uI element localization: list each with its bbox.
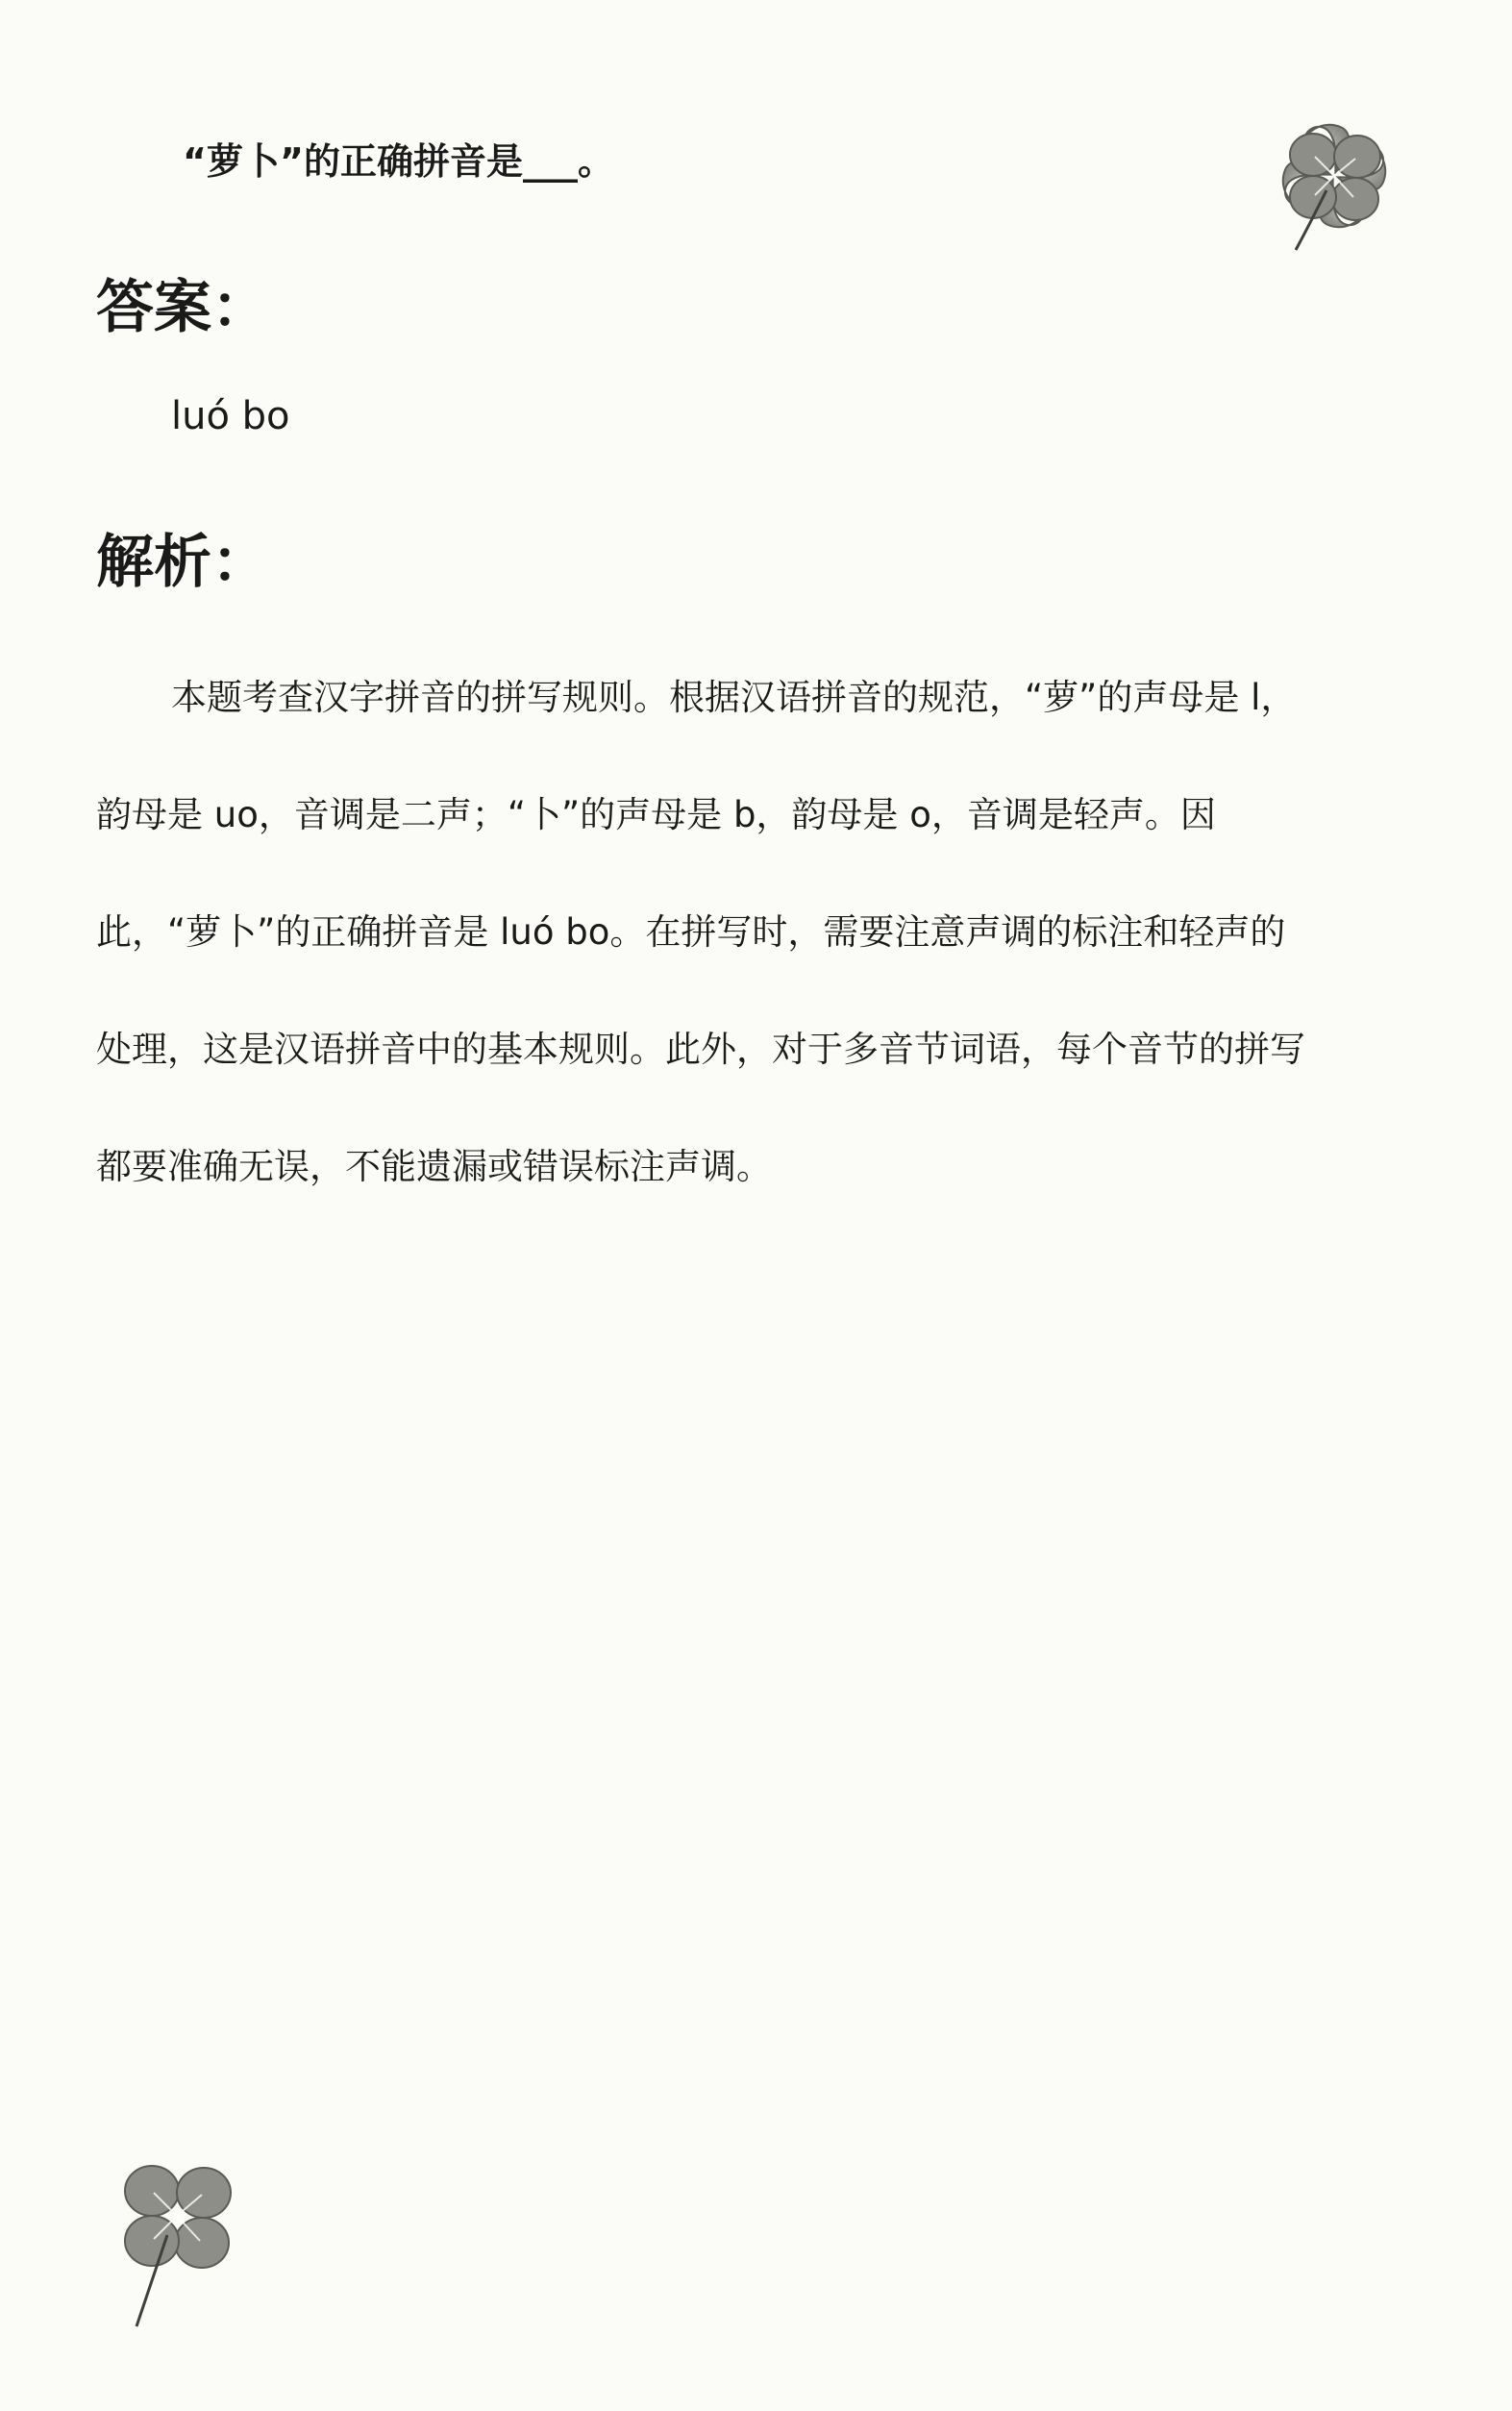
four-leaf-clover-icon bbox=[1257, 104, 1411, 258]
analysis-line: 本题考查汉字拼音的拼写规则。根据汉语拼音的规范，“萝”的声母是 l， bbox=[171, 677, 1297, 718]
analysis-body bbox=[96, 639, 1423, 1226]
answer-heading: 答案： bbox=[96, 274, 269, 341]
answer-text: luó bo bbox=[171, 394, 290, 438]
question-text: “萝卜”的正确拼音是___。 bbox=[183, 140, 614, 183]
analysis-line: 此，“萝卜”的正确拼音是 luó bo。在拼写时，需要注意声调的标注和轻声的 bbox=[96, 911, 1286, 953]
analysis-line: 韵母是 uo，音调是二声；“卜”的声母是 b，韵母是 o，音调是轻声。因 bbox=[96, 794, 1216, 835]
four-leaf-clover-icon bbox=[88, 2129, 266, 2331]
analysis-heading: 解析： bbox=[96, 529, 269, 596]
analysis-line: 都要准确无误，不能遗漏或错误标注声调。 bbox=[96, 1146, 772, 1187]
analysis-line: 处理，这是汉语拼音中的基本规则。此外，对于多音节词语，每个音节的拼写 bbox=[96, 1029, 1305, 1070]
